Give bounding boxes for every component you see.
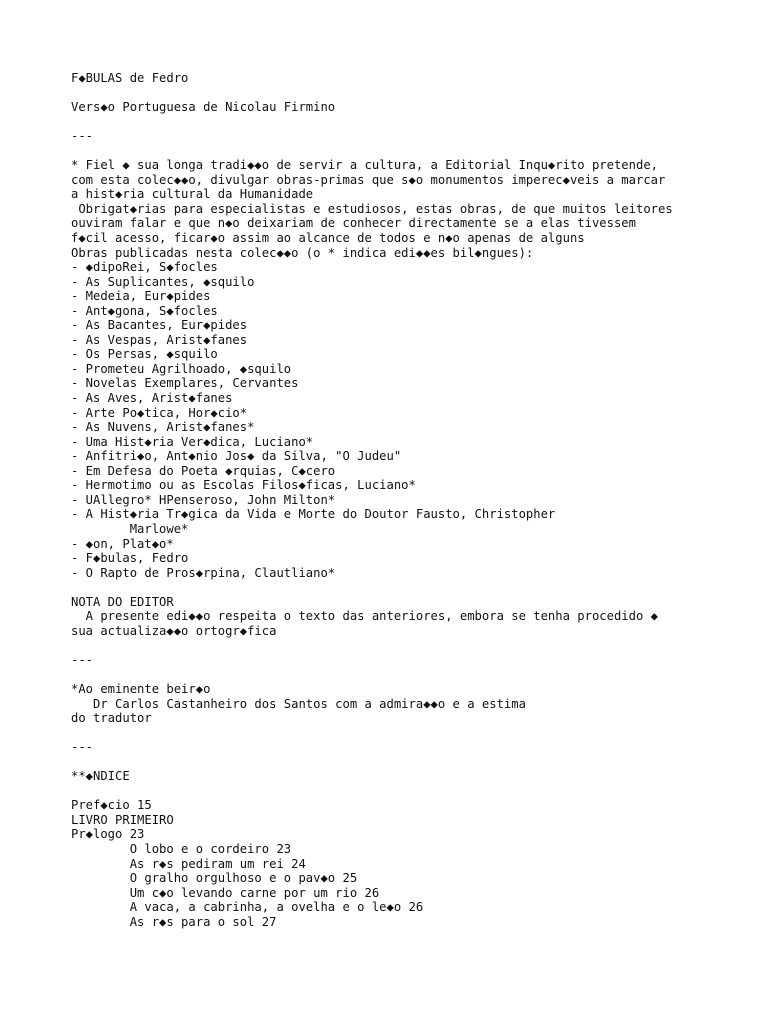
text-line: ouviram falar e que n◆o deixariam de conhecer directamente se a elas tivessem <box>71 216 636 231</box>
text-line: Pref◆cio 15 <box>71 798 152 813</box>
text-line: - As Bacantes, Eur◆pides <box>71 318 248 333</box>
text-line: A vaca, a cabrinha, a ovelha e o le◆o 26 <box>71 900 424 915</box>
text-line: - Uma Hist◆ria Ver◆dica, Luciano* <box>71 434 314 449</box>
text-line: As r◆s pediram um rei 24 <box>71 856 306 871</box>
text-line: - ◆on, Plat◆o* <box>71 536 174 551</box>
text-line: **◆NDICE <box>71 769 130 784</box>
text-line: O gralho orgulhoso e o pav◆o 25 <box>71 871 358 886</box>
text-line: Marlowe* <box>71 521 189 536</box>
blank-line <box>71 144 751 159</box>
text-line: a hist◆ria cultural da Humanidade <box>71 187 314 202</box>
blank-line <box>71 115 751 130</box>
text-line: - O Rapto de Pros◆rpina, Clautliano* <box>71 565 336 580</box>
text-line: - Em Defesa do Poeta ◆rquias, C◆cero <box>71 463 336 478</box>
blank-line <box>71 580 751 595</box>
text-line: - Hermotimo ou as Escolas Filos◆ficas, Luciano* <box>71 478 416 493</box>
text-line: *Ao eminente beir◆o <box>71 681 211 696</box>
text-line: - As Suplicantes, ◆squilo <box>71 274 255 289</box>
blank-line <box>71 638 751 653</box>
blank-line <box>71 726 751 741</box>
text-line: - Anfitri◆o, Ant◆nio Jos◆ da Silva, "O Judeu" <box>71 449 402 464</box>
text-line: --- <box>71 129 94 144</box>
text-line: --- <box>71 740 94 755</box>
text-line: A presente edi◆◆o respeita o texto das anteriores, embora se tenha procedido ◆ <box>71 609 658 624</box>
text-line: - Arte Po◆tica, Hor◆cio* <box>71 405 248 420</box>
blank-line <box>71 86 751 101</box>
text-line: * Fiel ◆ sua longa tradi◆◆o de servir a cultura, a Editorial Inqu◆rito pretende, <box>71 158 658 173</box>
text-line: - As Aves, Arist◆fanes <box>71 391 233 406</box>
text-line: do tradutor <box>71 711 152 726</box>
text-line: - As Nuvens, Arist◆fanes* <box>71 420 255 435</box>
text-line: O lobo e o cordeiro 23 <box>71 841 292 856</box>
text-line: LIVRO PRIMEIRO <box>71 812 174 827</box>
text-line: Obrigat◆rias para especialistas e estudiosos, estas obras, de que muitos leitores <box>71 201 673 216</box>
text-line: - As Vespas, Arist◆fanes <box>71 332 248 347</box>
text-line: - Os Persas, ◆squilo <box>71 347 218 362</box>
text-line: Um c◆o levando carne por um rio 26 <box>71 885 380 900</box>
text-line: - Novelas Exemplares, Cervantes <box>71 376 299 391</box>
text-line: NOTA DO EDITOR <box>71 594 174 609</box>
text-line: com esta colec◆◆o, divulgar obras-primas que s◆o monumentos imperec◆veis a marcar <box>71 172 666 187</box>
text-line: Pr◆logo 23 <box>71 827 145 842</box>
text-line: - Prometeu Agrilhoado, ◆squilo <box>71 361 292 376</box>
text-line: - Medeia, Eur◆pides <box>71 289 211 304</box>
text-line: F◆BULAS de Fedro <box>71 71 189 85</box>
text-line: - F◆bulas, Fedro <box>71 551 189 566</box>
text-line: As r◆s para o sol 27 <box>71 914 277 929</box>
text-line: - UAllegro* HPenseroso, John Milton* <box>71 492 336 507</box>
document-text <box>71 71 751 929</box>
text-line: f◆cil acesso, ficar◆o assim ao alcance de todos e n◆o apenas de alguns <box>71 231 585 246</box>
text-line: --- <box>71 652 94 667</box>
text-line: - A Hist◆ria Tr◆gica da Vida e Morte do Doutor Fausto, Christopher <box>71 507 556 522</box>
blank-line <box>71 784 751 799</box>
text-line: Vers◆o Portuguesa de Nicolau Firmino <box>71 100 336 115</box>
blank-line <box>71 667 751 682</box>
text-line: Dr Carlos Castanheiro dos Santos com a admira◆◆o e a estima <box>71 696 526 711</box>
text-line: Obras publicadas nesta colec◆◆o (o * indica edi◆◆es bil◆ngues): <box>71 245 534 260</box>
text-line: - Ant◆gona, S◆focles <box>71 303 218 318</box>
text-line: - ◆dipoRei, S◆focles <box>71 260 218 275</box>
blank-line <box>71 755 751 770</box>
text-line: sua actualiza◆◆o ortogr◆fica <box>71 623 277 638</box>
